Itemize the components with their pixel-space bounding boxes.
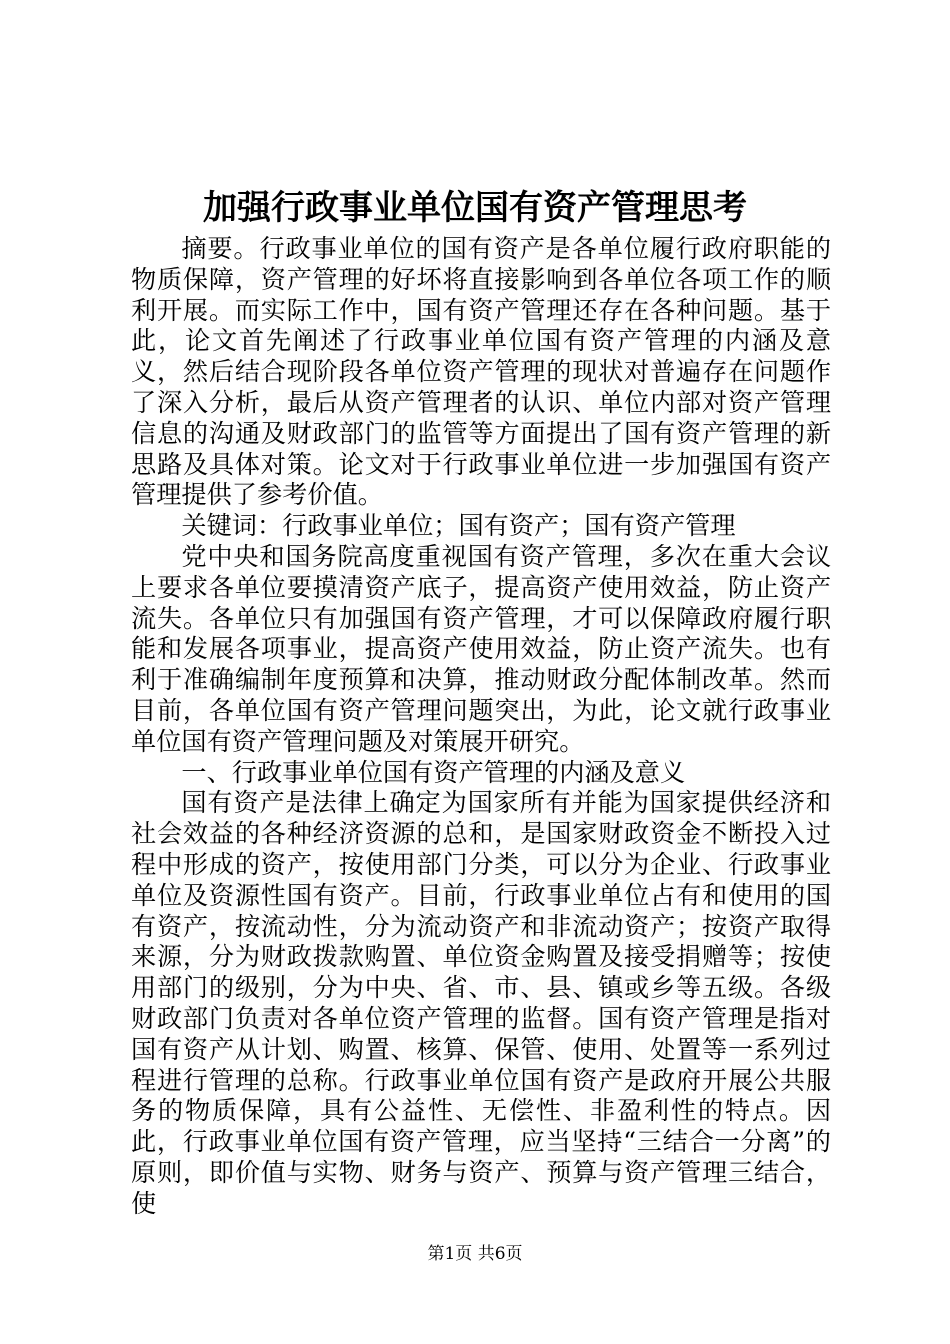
page-footer: 第1页 共6页 bbox=[427, 1244, 523, 1264]
abstract-paragraph: 摘要。行政事业单位的国有资产是各单位履行政府职能的物质保障，资产管理的好坏将直接影响到各单位各项工作的顺利开展。而实际工作中，国有资产管理还存在各种问题。基于此，论文首先阐述了行政事业单位国有资产管理的内涵及意义，然后结合现阶段各单位资产管理的现状对普遍存在问题作了深入分析，最后从资产管理者的认识、单位内部对资产管理信息的沟通及财政部门的监管等方面提出了国有资产管理的新思路及具体对策。论文对于行政事业单位进一步加强国有资产管理提供了参考价值。 bbox=[131, 234, 831, 510]
intro-paragraph: 党中央和国务院高度重视国有资产管理，多次在重大会议上要求各单位要摸清资产底子，提高资产使用效益，防止资产流失。各单位只有加强国有资产管理，才可以保障政府履行职能和发展各项事业，提高资产使用效益，防止资产流失。也有利于准确编制年度预算和决算，推动财政分配体制改革。然而目前，各单位国有资产管理问题突出，为此，论文就行政事业单位国有资产管理问题及对策展开研究。 bbox=[131, 541, 831, 756]
document-body bbox=[131, 234, 831, 1220]
section-paragraph: 国有资产是法律上确定为国家所有并能为国家提供经济和社会效益的各种经济资源的总和，是国家财政资金不断投入过程中形成的资产，按使用部门分类，可以分为企业、行政事业单位及资源性国有资产。目前，行政事业单位占有和使用的国有资产，按流动性，分为流动资产和非流动资产；按资产取得来源，分为财政拨款购置、单位资金购置及接受捐赠等；按使用部门的级别，分为中央、省、市、县、镇或乡等五级。各级财政部门负责对各单位资产管理的监督。国有资产管理是指对国有资产从计划、购置、核算、保管、使用、处置等一系列过程进行管理的总称。行政事业单位国有资产是政府开展公共服务的物质保障，具有公益性、无偿性、非盈利性的特点。因此，行政事业单位国有资产管理，应当坚持“三结合一分离”的原则，即价值与实物、财务与资产、预算与资产管理三结合，使 bbox=[131, 788, 831, 1218]
section-heading: 一、行政事业单位国有资产管理的内涵及意义 bbox=[181, 757, 686, 787]
keywords-paragraph: 关键词：行政事业单位；国有资产；国有资产管理 bbox=[181, 511, 736, 541]
document-title: 加强行政事业单位国有资产管理思考 bbox=[203, 188, 747, 228]
